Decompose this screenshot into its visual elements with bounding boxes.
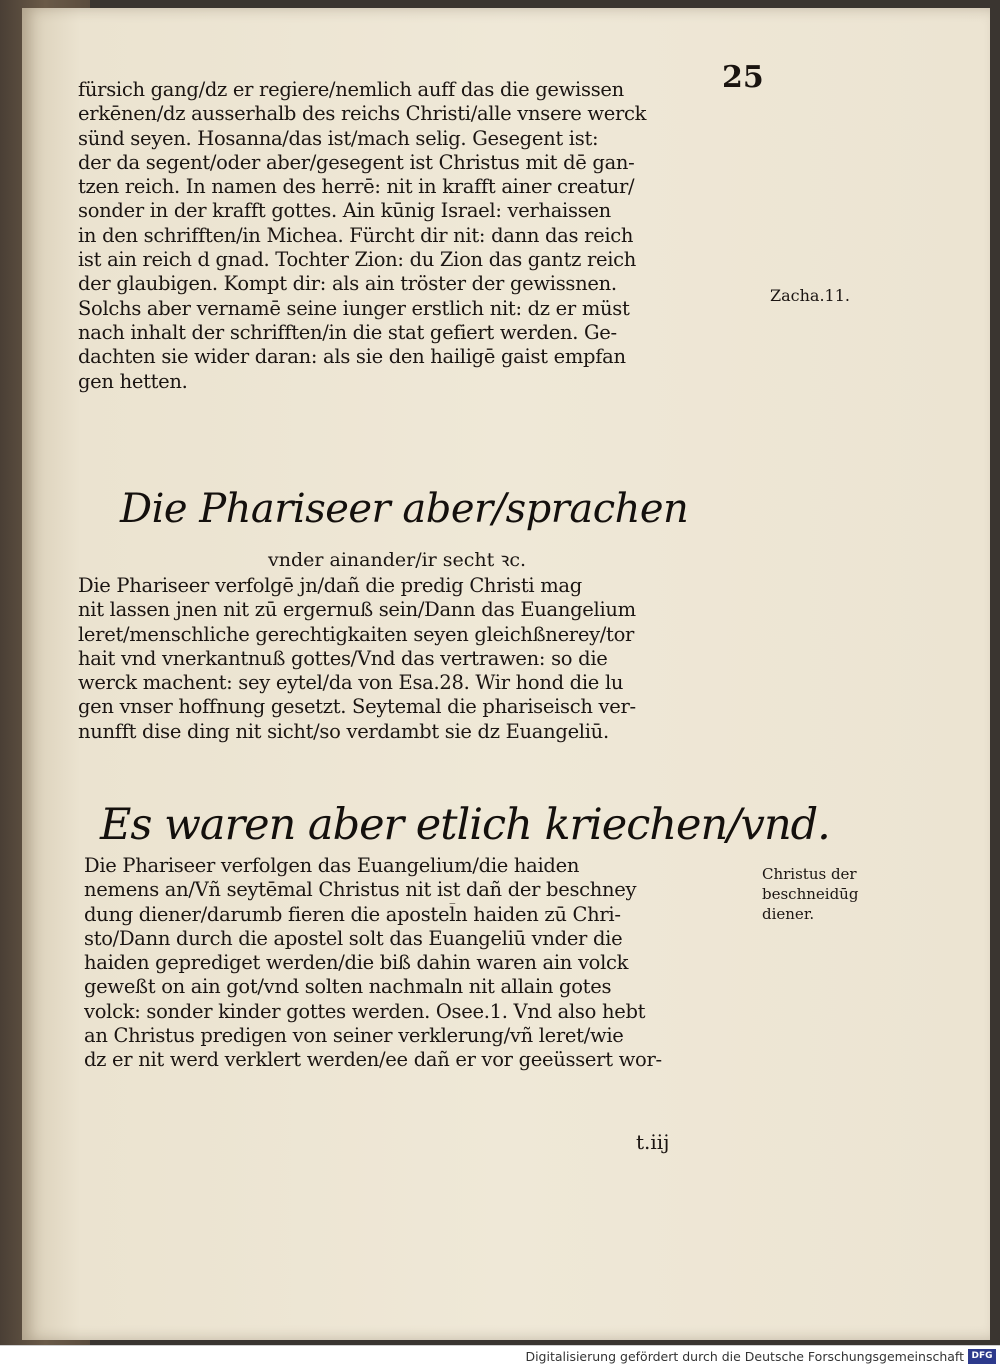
text-line: Die Phariseer verfolgen das Euangelium/die haiden: [84, 854, 580, 877]
margin-note-1: Zacha.11.: [770, 286, 850, 305]
section-heading-2: Es waren aber etlich kriechen/vnd.: [100, 800, 830, 850]
text-line: dz er nit werd verklert werden/ee dañ er vor geeüssert wor-: [84, 1048, 662, 1072]
text-line: Solchs aber vernamē seine iunger erstlich nit: dz er müst: [78, 296, 630, 320]
dfg-logo-icon[interactable]: DFG: [968, 1349, 996, 1364]
margin-note-line: beschneidūg: [762, 885, 859, 903]
text-line: haiden geprediget werden/die biß dahin waren ain volck: [84, 951, 629, 975]
paragraph-1: [78, 78, 758, 394]
text-line: hait vnd vnerkantnuß gottes/Vnd das vertrawen: so die: [78, 646, 608, 670]
margin-note-line: diener.: [762, 905, 815, 923]
text-line: nit lassen jnen nit zū ergernuß sein/Dann das Euangelium: [78, 598, 636, 622]
text-line: dung diener/darumb fieren die apostel̄n haiden zū Chri-: [84, 902, 621, 926]
section-subheading-1: vnder ainander/ir secht ꝛc.: [268, 549, 527, 571]
page-folio-number: 25: [722, 60, 764, 95]
text-line: nemens an/Vñ seytēmal Christus nit ist dañ der beschney: [84, 878, 637, 902]
text-line: geweßt on ain got/vnd solten nachmaln nit allain gotes: [84, 975, 612, 999]
margin-note-line: Christus der: [762, 865, 857, 883]
text-line: leret/menschliche gerechtigkaiten seyen gleichßnerey/tor: [78, 622, 635, 646]
text-line: Die Phariseer verfolgē jn/dañ die predig Christi mag: [78, 574, 582, 597]
text-line: der glaubigen. Kompt dir: als ain tröster der gewissnen.: [78, 272, 617, 296]
section-heading-1: Die Phariseer aber/sprachen: [120, 486, 689, 532]
paragraph-2: [78, 574, 758, 744]
paragraph-3: [84, 854, 764, 1073]
margin-note-2: [762, 864, 858, 924]
text-line: tzen reich. In namen des herrē: nit in krafft ainer creatur/: [78, 175, 635, 199]
signature-mark: t.iij: [636, 1130, 670, 1154]
text-line: sünd seyen. Hosanna/das ist/mach selig. Gesegent ist:: [78, 126, 599, 150]
text-line: nach inhalt der schrifften/in die stat gefiert werden. Ge-: [78, 320, 617, 344]
text-line: volck: sonder kinder gottes werden. Osee.1. Vnd also hebt: [84, 999, 646, 1023]
text-line: werck machent: sey eytel/da von Esa.28. Wir hond die lu: [78, 671, 624, 695]
text-line: ist ain reich d gnad. Tochter Zion: du Zion das gantz reich: [78, 248, 637, 272]
text-line: in den schrifften/in Michea. Fürcht dir nit: dann das reich: [78, 223, 634, 247]
text-line: dachten sie wider daran: als sie den hailigē gaist empfan: [78, 345, 626, 369]
text-line: nunfft dise ding nit sicht/so verdambt sie dz Euangeliū.: [78, 719, 609, 743]
text-line: an Christus predigen von seiner verklerung/vñ leret/wie: [84, 1024, 624, 1048]
funding-note: Digitalisierung gefördert durch die Deutsche Forschungsgemeinschaft: [525, 1349, 964, 1364]
text-line: gen vnser hoffnung gesetzt. Seytemal die phariseisch ver-: [78, 695, 636, 719]
footer-bar: [0, 1345, 1000, 1368]
text-line: gen hetten.: [78, 369, 188, 393]
text-line: sto/Dann durch die apostel solt das Euangeliū vnder die: [84, 926, 623, 950]
text-line: fürsich gang/dz er regiere/nemlich auff das die gewissen: [78, 78, 624, 101]
text-line: erkēnen/dz ausserhalb des reichs Christi/alle vnsere werck: [78, 102, 647, 126]
text-line: sonder in der krafft gottes. Ain kūnig Israel: verhaissen: [78, 199, 611, 223]
text-line: der da segent/oder aber/gesegent ist Christus mit dē gan-: [78, 150, 635, 174]
